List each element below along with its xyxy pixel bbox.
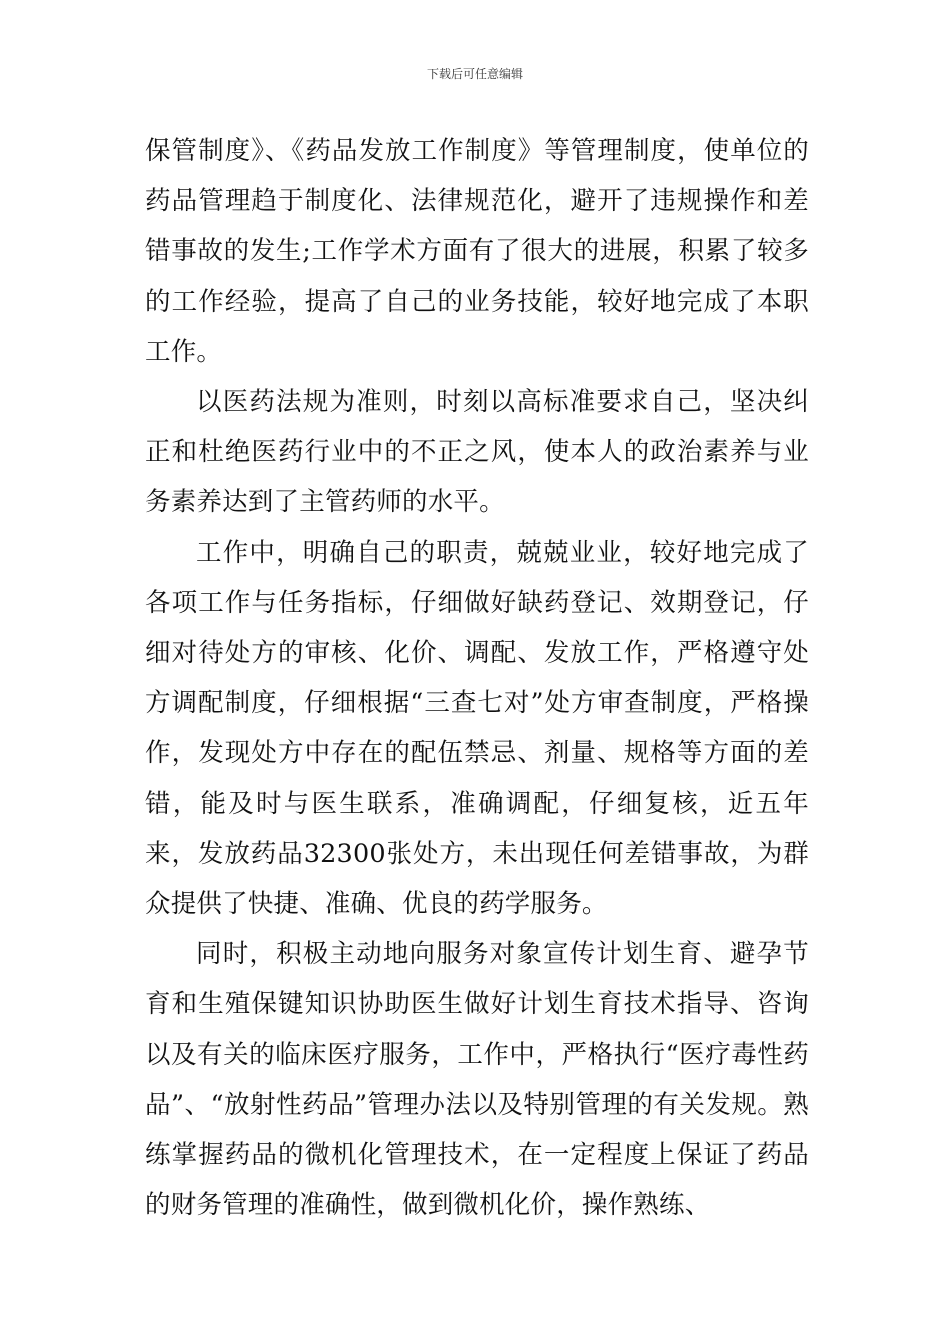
paragraph-4: 同时，积极主动地向服务对象宣传计划生育、避孕节育和生殖保键知识协助医生做好计划生育技术指导、咨询以及有关的临床医疗服务，工作中，严格执行“医疗毒性药品”、“放射性药品”管理办法以及特别管理的有关发规。熟练掌握药品的微机化管理技术，在一定程度上保证了药品的财务管理的准确性，做到微机化价，操作熟练、 [145, 939, 809, 1221]
paragraph-2: 以医药法规为准则，时刻以高标准要求自己，坚决纠正和杜绝医药行业中的不正之风，使本人的政治素养与业务素养达到了主管药师的水平。 [145, 387, 809, 518]
page-header-note: 下载后可任意编辑 [426, 67, 523, 81]
paragraph-1: 保管制度》、《药品发放工作制度》等管理制度，使单位的药品管理趋于制度化、法律规范化，避开了违规操作和差错事故的发生;工作学术方面有了很大的进展，积累了较多的工作经验，提高了自己的业务技能，较好地完成了本职工作。 [145, 136, 809, 367]
paragraph-3: 工作中，明确自己的职责，兢兢业业，较好地完成了各项工作与任务指标，仔细做好缺药登记、效期登记，仔细对待处方的审核、化价、调配、发放工作，严格遵守处方调配制度，仔细根据“三查七对”处方审查制度，严格操作，发现处方中存在的配伍禁忌、剂量、规格等方面的差错，能及时与医生联系，准确调配，仔细复核，近五年来，发放药品32300张处方，未出现任何差错事故，为群众提供了快捷、准确、优良的药学服务。 [145, 537, 809, 920]
document-body [145, 126, 809, 1230]
